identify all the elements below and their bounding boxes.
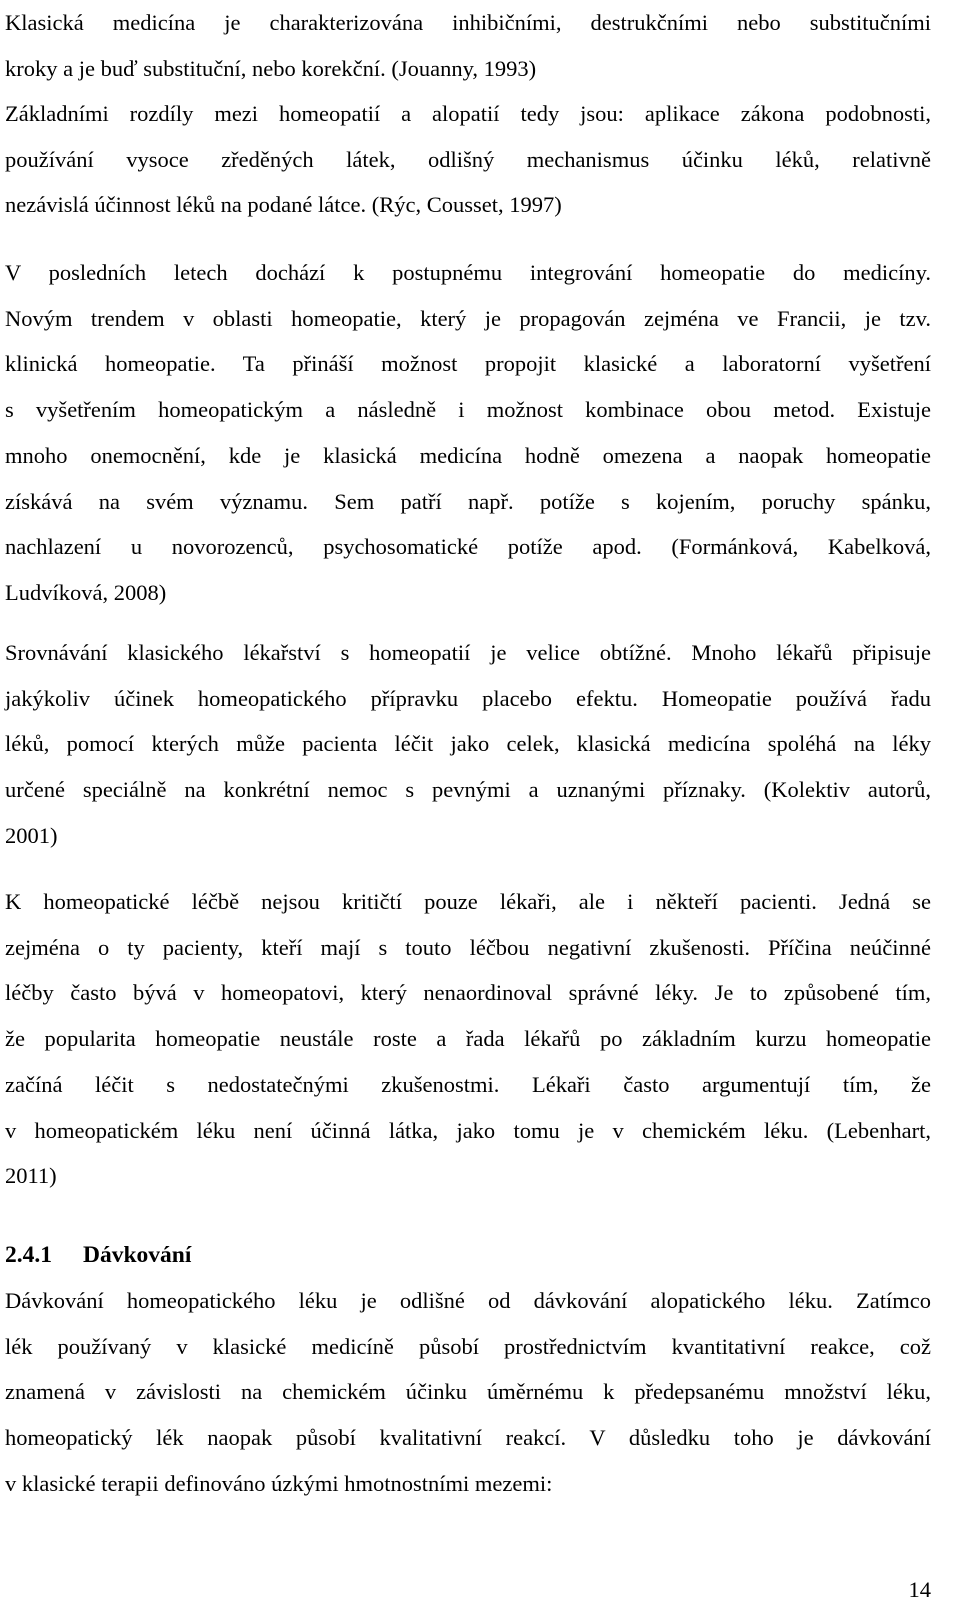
text-line: K homeopatické léčbě nejsou kritičtí pouze lékaři, ale i někteří pacienti. Jedná se <box>5 889 931 914</box>
text-line: klinická homeopatie. Ta přináší možnost propojit klasické a laboratorní vyšetření <box>5 351 931 377</box>
text-line: kroky a je buď substituční, nebo korekční. (Jouanny, 1993) <box>5 55 537 81</box>
paragraph <box>5 0 931 91</box>
section-body-text <box>5 1278 931 1507</box>
text-line: lék používaný v klasické medicíně působí prostřednictvím kvantitativní reakce, což <box>5 1333 931 1359</box>
text-line: že popularita homeopatie neustále roste a řada lékařů po základním kurzu homeopatie <box>5 1026 931 1052</box>
text-line: Klasická medicína je charakterizována inhibičními, destrukčními nebo substitučními <box>5 10 931 35</box>
text-line: získává na svém významu. Sem patří např. potíže s kojením, poruchy spánku, <box>5 488 931 514</box>
text-line: Dávkování homeopatického léku je odlišné od dávkování alopatického léku. Zatímco <box>5 1288 931 1313</box>
text-line: znamená v závislosti na chemickém účinku úměrnému k předepsanému množství léku, <box>5 1379 931 1405</box>
paragraph <box>5 630 931 859</box>
text-line: léků, pomocí kterých může pacienta léčit jako celek, klasická medicína spoléhá na léky <box>5 731 931 757</box>
text-line: používání vysoce zředěných látek, odlišný mechanismus účinku léků, relativně <box>5 146 931 172</box>
section-number: 2.4.1 <box>5 1242 52 1268</box>
text-line: zejména o ty pacienty, kteří mají s touto léčbou negativní zkušenosti. Příčina neúčinné <box>5 934 931 960</box>
page-number: 14 <box>908 1577 931 1602</box>
text-line: s vyšetřením homeopatickým a následně i možnost kombinace obou metod. Existuje <box>5 397 931 423</box>
text-line: v klasické terapii definováno úzkými hmotnostními mezemi: <box>5 1470 553 1496</box>
text-line: v homeopatickém léku není účinná látka, jako tomu je v chemickém léku. (Lebenhart, <box>5 1117 931 1143</box>
text-line: 2011) <box>5 1163 57 1189</box>
text-line: Novým trendem v oblasti homeopatie, který je propagován zejména ve Francii, je tzv. <box>5 305 931 331</box>
section-heading <box>5 1233 191 1278</box>
text-line: homeopatický lék naopak působí kvalitativní reakcí. V důsledku toho je dávkování <box>5 1425 931 1451</box>
text-line: jakýkoliv účinek homeopatického přípravku placebo efektu. Homeopatie používá řadu <box>5 685 931 711</box>
text-line: V posledních letech dochází k postupnému integrování homeopatie do medicíny. <box>5 260 931 285</box>
text-line: léčby často bývá v homeopatovi, který nenaordinoval správné léky. Je to způsobené tím, <box>5 980 931 1006</box>
text-line: 2001) <box>5 822 58 848</box>
paragraph <box>5 250 931 616</box>
text-line: určené speciálně na konkrétní nemoc s pevnými a uznanými příznaky. (Kolektiv autorů, <box>5 777 931 803</box>
section-title: Dávkování <box>83 1242 192 1268</box>
text-line: začíná léčit s nedostatečnými zkušenostmi. Lékaři často argumentují tím, že <box>5 1071 931 1097</box>
paragraph <box>5 879 931 1199</box>
text-line: nezávislá účinnost léků na podané látce. (Rýc, Cousset, 1997) <box>5 192 562 218</box>
text-line: nachlazení u novorozenců, psychosomatické potíže apod. (Formánková, Kabelková, <box>5 534 931 560</box>
text-line: Základními rozdíly mezi homeopatií a alopatií tedy jsou: aplikace zákona podobnosti, <box>5 101 931 126</box>
paragraph <box>5 1278 931 1507</box>
text-line: Ludvíková, 2008) <box>5 579 167 605</box>
text-line: mnoho onemocnění, kde je klasická medicína hodně omezena a naopak homeopatie <box>5 442 931 468</box>
paragraph <box>5 91 931 228</box>
text-line: Srovnávání klasického lékařství s homeopatií je velice obtížné. Mnoho lékařů připisuje <box>5 640 931 665</box>
